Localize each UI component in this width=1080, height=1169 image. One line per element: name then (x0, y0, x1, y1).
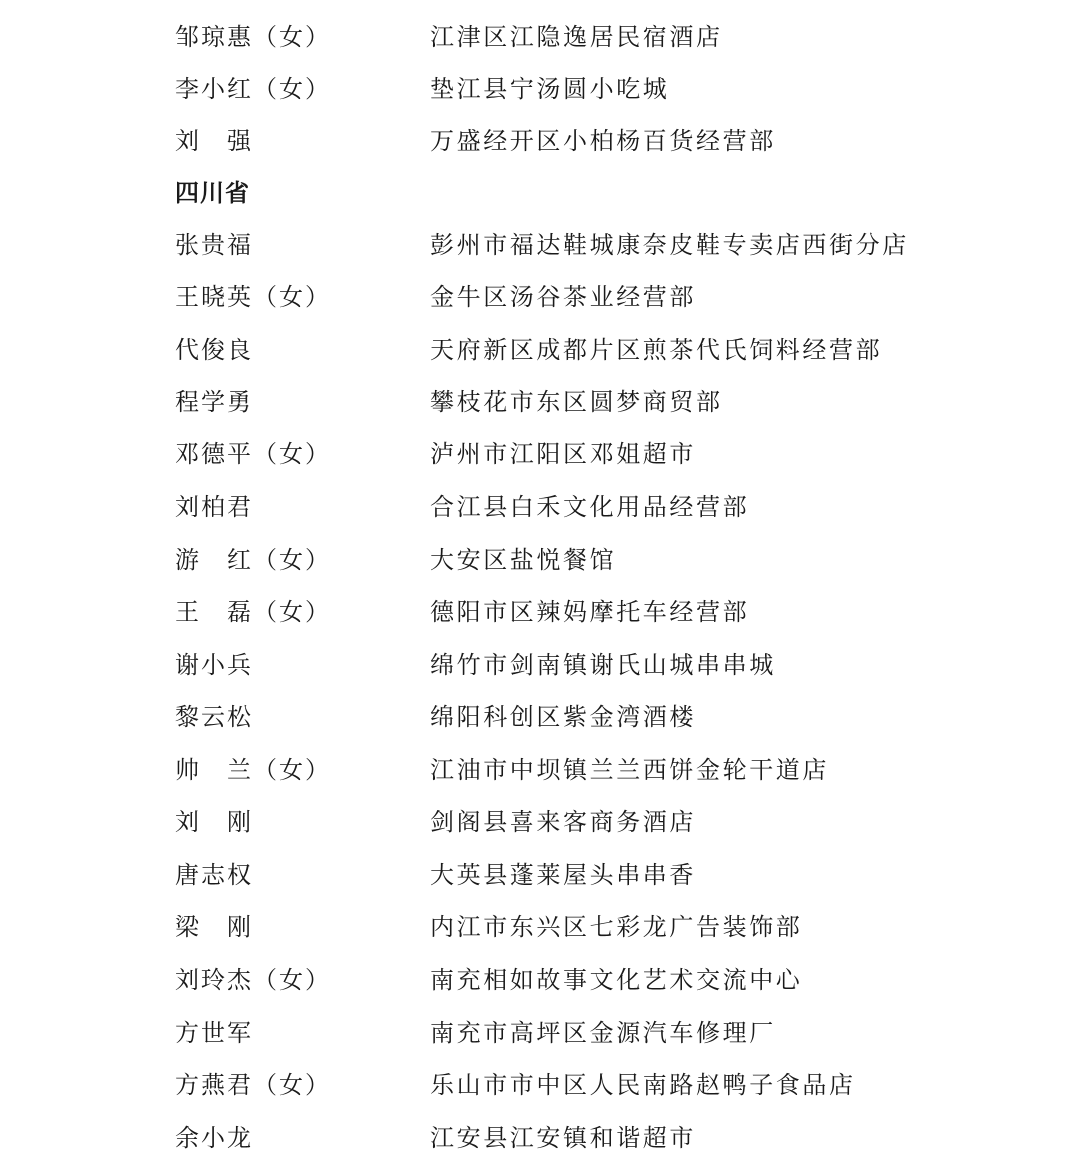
person-name: 余小龙 (175, 1124, 253, 1152)
list-item (0, 434, 1080, 474)
list-item (0, 592, 1080, 632)
list-item (0, 802, 1080, 842)
person-name: 方燕君（女） (175, 1071, 331, 1099)
business-name: 泸州市江阳区邓姐超市 (430, 440, 696, 468)
person-name: 代俊良 (175, 336, 253, 364)
person-name: 王 磊（女） (175, 598, 331, 626)
business-name: 南充市高坪区金源汽车修理厂 (430, 1019, 776, 1047)
person-name: 刘玲杰（女） (175, 966, 331, 994)
list-item (0, 487, 1080, 527)
business-name: 大安区盐悦餐馆 (430, 546, 617, 574)
business-name: 江津区江隐逸居民宿酒店 (430, 23, 723, 51)
business-name: 金牛区汤谷茶业经营部 (430, 283, 696, 311)
business-name: 万盛经开区小柏杨百货经营部 (430, 127, 776, 155)
person-name: 王晓英（女） (175, 283, 331, 311)
list-item (0, 330, 1080, 370)
list-item (0, 1065, 1080, 1105)
business-name: 江安县江安镇和谐超市 (430, 1124, 696, 1152)
person-name: 唐志权 (175, 861, 253, 889)
list-item (0, 277, 1080, 317)
person-name: 梁 刚 (175, 913, 253, 941)
business-name: 内江市东兴区七彩龙广告装饰部 (430, 913, 803, 941)
section-heading: 四川省 (175, 179, 250, 207)
person-name: 程学勇 (175, 388, 253, 416)
person-name: 游 红（女） (175, 546, 331, 574)
list-item (0, 1118, 1080, 1158)
business-name: 绵竹市剑南镇谢氏山城串串城 (430, 651, 776, 679)
business-name: 德阳市区辣妈摩托车经营部 (430, 598, 750, 626)
business-name: 江油市中坝镇兰兰西饼金轮干道店 (430, 756, 829, 784)
person-name: 方世军 (175, 1019, 253, 1047)
business-name: 攀枝花市东区圆梦商贸部 (430, 388, 723, 416)
person-name: 刘 强 (175, 127, 253, 155)
person-name: 张贵福 (175, 231, 253, 259)
person-name: 邓德平（女） (175, 440, 331, 468)
list-item (0, 855, 1080, 895)
list-item (0, 540, 1080, 580)
business-name: 垫江县宁汤圆小吃城 (430, 75, 670, 103)
list-item (0, 121, 1080, 161)
person-name: 刘柏君 (175, 493, 253, 521)
list-item (0, 645, 1080, 685)
business-name: 剑阁县喜来客商务酒店 (430, 808, 696, 836)
list-item (0, 225, 1080, 265)
person-name: 邹琼惠（女） (175, 23, 331, 51)
list-item (0, 750, 1080, 790)
person-name: 帅 兰（女） (175, 756, 331, 784)
list-item (0, 382, 1080, 422)
business-name: 彭州市福达鞋城康奈皮鞋专卖店西街分店 (430, 231, 909, 259)
list-item (0, 17, 1080, 57)
person-name: 刘 刚 (175, 808, 253, 836)
list-item (0, 907, 1080, 947)
list-item (0, 960, 1080, 1000)
business-name: 大英县蓬莱屋头串串香 (430, 861, 696, 889)
list-item (0, 1013, 1080, 1053)
list-item (0, 69, 1080, 109)
person-name: 黎云松 (175, 703, 253, 731)
business-name: 南充相如故事文化艺术交流中心 (430, 966, 803, 994)
list-item (0, 697, 1080, 737)
business-name: 天府新区成都片区煎茶代氏饲料经营部 (430, 336, 883, 364)
person-name: 谢小兵 (175, 651, 253, 679)
business-name: 合江县白禾文化用品经营部 (430, 493, 750, 521)
business-name: 绵阳科创区紫金湾酒楼 (430, 703, 696, 731)
business-name: 乐山市市中区人民南路赵鸭子食品店 (430, 1071, 856, 1099)
person-name: 李小红（女） (175, 75, 331, 103)
